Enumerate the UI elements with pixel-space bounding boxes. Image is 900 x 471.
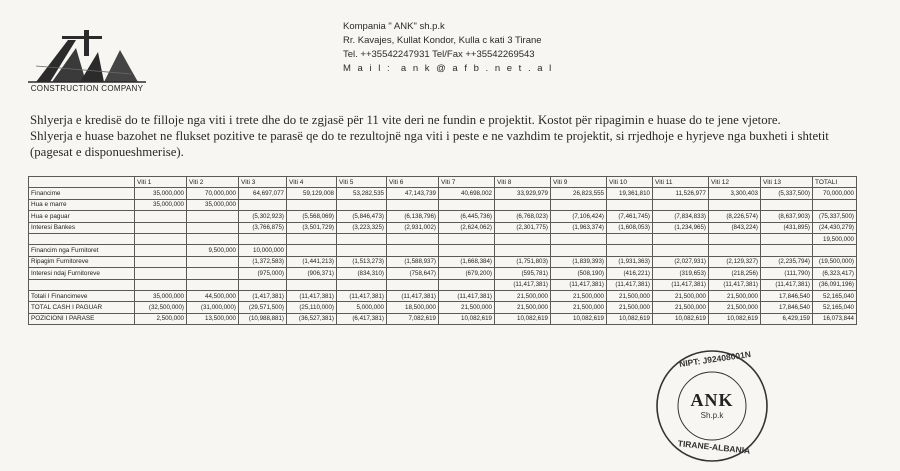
table-cell: (36,091,196) xyxy=(813,279,857,290)
header-year: Viti 8 xyxy=(495,177,551,188)
table-cell xyxy=(287,199,337,210)
company-logo xyxy=(22,30,152,94)
row-label: TOTAL CASH I PAGUAR xyxy=(29,302,135,313)
mail-label: M a i l : xyxy=(343,63,392,74)
row-label: Hua e paguar xyxy=(29,211,135,222)
table-cell: (6,138,796) xyxy=(387,211,439,222)
table-cell xyxy=(135,233,187,244)
table-cell xyxy=(761,199,813,210)
table-cell: (7,106,424) xyxy=(551,211,607,222)
table-cell: 17,846,540 xyxy=(761,302,813,313)
table-cell xyxy=(607,199,653,210)
table-cell: (31,000,000) xyxy=(187,302,239,313)
table-cell: 10,082,619 xyxy=(653,313,709,324)
table-cell: (29,571,500) xyxy=(239,302,287,313)
table-cell: (679,200) xyxy=(439,268,495,279)
table-cell: (5,846,473) xyxy=(337,211,387,222)
table-cell: (975,000) xyxy=(239,268,287,279)
table-cell: 10,082,619 xyxy=(495,313,551,324)
table-cell: (6,445,736) xyxy=(439,211,495,222)
table-cell xyxy=(495,233,551,244)
table-cell: (11,417,381) xyxy=(653,279,709,290)
table-cell: (3,766,875) xyxy=(239,222,287,233)
row-label: Ripagim Furnitoreve xyxy=(29,256,135,267)
company-phones: Tel. ++35542247931 Tel/Fax ++35542269543 xyxy=(343,49,535,60)
table-cell xyxy=(135,279,187,290)
table-cell xyxy=(135,256,187,267)
table-cell xyxy=(709,199,761,210)
table-cell: 10,082,619 xyxy=(607,313,653,324)
table-cell: 10,000,000 xyxy=(239,245,287,256)
table-cell xyxy=(287,279,337,290)
table-cell xyxy=(653,245,709,256)
table-cell xyxy=(495,199,551,210)
table-cell xyxy=(187,256,239,267)
table-row xyxy=(29,211,857,222)
table-cell: 21,500,000 xyxy=(551,290,607,301)
table-cell xyxy=(653,233,709,244)
row-label: Totali I Financimeve xyxy=(29,290,135,301)
table-cell: (10,988,881) xyxy=(239,313,287,324)
header-year: Viti 1 xyxy=(135,177,187,188)
table-row xyxy=(29,279,857,290)
row-label: Interesi ndaj Furnitoreve xyxy=(29,268,135,279)
table-cell: 52,165,040 xyxy=(813,302,857,313)
table-cell xyxy=(387,199,439,210)
row-label: Interesi Bankes xyxy=(29,222,135,233)
table-cell: (508,190) xyxy=(551,268,607,279)
table-row xyxy=(29,233,857,244)
table-cell: (11,417,381) xyxy=(337,290,387,301)
table-row xyxy=(29,188,857,199)
row-label: Financime xyxy=(29,188,135,199)
table-cell: 7,082,619 xyxy=(387,313,439,324)
table-cell xyxy=(187,233,239,244)
financing-table xyxy=(28,176,857,325)
table-cell: (6,768,023) xyxy=(495,211,551,222)
table-row xyxy=(29,245,857,256)
logo-subtitle: CONSTRUCTION COMPANY xyxy=(30,84,144,93)
table-cell: (11,417,381) xyxy=(439,290,495,301)
table-cell: (431,895) xyxy=(761,222,813,233)
table-cell: (834,310) xyxy=(337,268,387,279)
table-row xyxy=(29,222,857,233)
table-cell: (2,027,931) xyxy=(653,256,709,267)
table-cell xyxy=(239,279,287,290)
table-cell: (5,568,069) xyxy=(287,211,337,222)
table-cell: 6,429,159 xyxy=(761,313,813,324)
table-cell: 19,500,000 xyxy=(813,233,857,244)
table-cell xyxy=(387,279,439,290)
table-cell: 21,500,000 xyxy=(495,302,551,313)
table-cell xyxy=(607,233,653,244)
table-cell: (1,931,363) xyxy=(607,256,653,267)
table-cell: 35,000,000 xyxy=(135,188,187,199)
table-cell: 35,000,000 xyxy=(135,199,187,210)
header-year: Viti 11 xyxy=(653,177,709,188)
table-cell: 47,143,739 xyxy=(387,188,439,199)
table-header-row xyxy=(29,177,857,188)
company-mail xyxy=(343,62,553,76)
table-cell: (2,301,775) xyxy=(495,222,551,233)
header-year: TOTALI xyxy=(813,177,857,188)
table-cell: 33,929,979 xyxy=(495,188,551,199)
table-cell: (7,461,745) xyxy=(607,211,653,222)
table-cell: (1,441,213) xyxy=(287,256,337,267)
header-year: Viti 13 xyxy=(761,177,813,188)
header-year: Viti 10 xyxy=(607,177,653,188)
table-cell: (75,337,500) xyxy=(813,211,857,222)
table-cell: 59,129,008 xyxy=(287,188,337,199)
table-cell: (319,653) xyxy=(653,268,709,279)
table-cell: 21,500,000 xyxy=(607,290,653,301)
table-cell: (11,417,381) xyxy=(495,279,551,290)
table-cell xyxy=(239,233,287,244)
table-cell xyxy=(439,233,495,244)
table-cell xyxy=(337,199,387,210)
table-cell xyxy=(551,199,607,210)
table-cell xyxy=(387,233,439,244)
table-cell: (843,224) xyxy=(709,222,761,233)
table-cell xyxy=(135,211,187,222)
table-cell xyxy=(337,233,387,244)
table-row xyxy=(29,313,857,324)
table-cell: (1,668,384) xyxy=(439,256,495,267)
table-cell: 21,500,000 xyxy=(607,302,653,313)
header-year: Viti 4 xyxy=(287,177,337,188)
table-cell: 21,500,000 xyxy=(709,290,761,301)
table-cell: 44,500,000 xyxy=(187,290,239,301)
table-cell: (11,417,381) xyxy=(709,279,761,290)
table-cell: (1,372,583) xyxy=(239,256,287,267)
table-cell: (11,417,381) xyxy=(551,279,607,290)
table-cell xyxy=(135,222,187,233)
header-year: Viti 12 xyxy=(709,177,761,188)
table-cell: 64,697,077 xyxy=(239,188,287,199)
table-cell xyxy=(607,245,653,256)
table-cell: 53,282,535 xyxy=(337,188,387,199)
table-cell: (111,790) xyxy=(761,268,813,279)
table-cell: 21,500,000 xyxy=(653,290,709,301)
table-cell: (2,129,327) xyxy=(709,256,761,267)
table-cell: 21,500,000 xyxy=(495,290,551,301)
table-cell: (8,637,903) xyxy=(761,211,813,222)
table-cell: (1,417,381) xyxy=(239,290,287,301)
table-cell: (1,513,273) xyxy=(337,256,387,267)
table-cell: 10,082,619 xyxy=(709,313,761,324)
table-cell xyxy=(813,245,857,256)
table-cell: 26,823,555 xyxy=(551,188,607,199)
table-cell xyxy=(439,245,495,256)
table-cell xyxy=(551,245,607,256)
table-cell: 9,500,000 xyxy=(187,245,239,256)
table-cell xyxy=(287,245,337,256)
table-cell: 13,500,000 xyxy=(187,313,239,324)
table-cell xyxy=(387,245,439,256)
row-label: Hua e marre xyxy=(29,199,135,210)
table-cell: (595,781) xyxy=(495,268,551,279)
table-cell xyxy=(439,199,495,210)
table-cell: 18,500,000 xyxy=(387,302,439,313)
table-cell xyxy=(239,199,287,210)
table-cell: (1,608,053) xyxy=(607,222,653,233)
table-cell xyxy=(709,245,761,256)
table-cell: (2,235,794) xyxy=(761,256,813,267)
table-cell: (1,963,374) xyxy=(551,222,607,233)
table-cell: (2,624,062) xyxy=(439,222,495,233)
intro-line-2: Shlyerja e huase bazohet ne flukset pozitive te parasë qe do te rezultojnë nga viti i peste e ne vazhdim te projektit, si rrjedhoje e hyrjeve nga buxheti i shtetit (pagesat e disponueshmerise). xyxy=(30,129,829,159)
table-cell: (1,751,803) xyxy=(495,256,551,267)
table-cell: 5,000,000 xyxy=(337,302,387,313)
intro-line-1: Shlyerja e kredisë do te filloje nga viti i trete dhe do te zgjasë për 11 vite deri ne fundin e projektit. Kostot për ripagimin e huase do te jene vjetore. xyxy=(30,113,781,127)
header-year: Viti 9 xyxy=(551,177,607,188)
table-cell: 40,698,002 xyxy=(439,188,495,199)
intro-text xyxy=(30,112,870,160)
table-cell xyxy=(813,199,857,210)
table-cell: 35,000,000 xyxy=(135,290,187,301)
table-cell xyxy=(135,268,187,279)
table-cell: (758,647) xyxy=(387,268,439,279)
table-cell xyxy=(337,245,387,256)
table-cell: 3,300,403 xyxy=(709,188,761,199)
table-cell: 17,846,540 xyxy=(761,290,813,301)
table-cell xyxy=(653,199,709,210)
table-cell: (11,417,381) xyxy=(761,279,813,290)
table-cell: (6,417,381) xyxy=(337,313,387,324)
table-cell: 2,500,000 xyxy=(135,313,187,324)
table-cell: 10,082,619 xyxy=(551,313,607,324)
row-label: Financim nga Furnitoret xyxy=(29,245,135,256)
table-cell: (8,226,574) xyxy=(709,211,761,222)
mail-address: a n k @ a f b . n e t . a l xyxy=(400,63,554,74)
table-cell: 70,000,000 xyxy=(813,188,857,199)
table-cell: 10,082,619 xyxy=(439,313,495,324)
table-cell xyxy=(709,233,761,244)
table-cell: 21,500,000 xyxy=(709,302,761,313)
table-cell: (2,931,002) xyxy=(387,222,439,233)
company-address: Rr. Kavajes, Kullat Kondor, Kulla c kati 3 Tirane xyxy=(343,35,542,46)
table-cell: (7,834,833) xyxy=(653,211,709,222)
table-cell: (1,839,393) xyxy=(551,256,607,267)
stamp-name: ANK xyxy=(690,390,734,410)
table-cell xyxy=(551,233,607,244)
table-cell: (3,501,729) xyxy=(287,222,337,233)
table-cell: 11,526,977 xyxy=(653,188,709,199)
table-cell xyxy=(135,245,187,256)
table-row xyxy=(29,256,857,267)
table-cell xyxy=(761,233,813,244)
table-cell: 19,361,810 xyxy=(607,188,653,199)
company-stamp xyxy=(652,346,772,466)
row-label xyxy=(29,233,135,244)
header-year: Viti 6 xyxy=(387,177,439,188)
table-cell xyxy=(439,279,495,290)
table-cell: (11,417,381) xyxy=(607,279,653,290)
header-year: Viti 2 xyxy=(187,177,239,188)
header-year: Viti 7 xyxy=(439,177,495,188)
table-row xyxy=(29,199,857,210)
stamp-nipt: NIPT: J92408001N xyxy=(678,349,752,369)
table-cell xyxy=(187,279,239,290)
row-label xyxy=(29,279,135,290)
table-cell xyxy=(337,279,387,290)
table-cell: (25,110,000) xyxy=(287,302,337,313)
table-cell: (6,323,417) xyxy=(813,268,857,279)
table-cell: (11,417,381) xyxy=(287,290,337,301)
table-cell: (19,500,000) xyxy=(813,256,857,267)
table-cell: 70,000,000 xyxy=(187,188,239,199)
table-cell: 21,500,000 xyxy=(653,302,709,313)
header-label xyxy=(29,177,135,188)
table-cell: 16,073,844 xyxy=(813,313,857,324)
table-cell: (1,588,937) xyxy=(387,256,439,267)
table-cell: (1,234,965) xyxy=(653,222,709,233)
table-row xyxy=(29,302,857,313)
table-cell: (906,371) xyxy=(287,268,337,279)
stamp-sub: Sh.p.k xyxy=(700,411,724,420)
table-cell: (32,500,000) xyxy=(135,302,187,313)
table-row xyxy=(29,290,857,301)
table-cell: (5,302,923) xyxy=(239,211,287,222)
table-cell: (416,221) xyxy=(607,268,653,279)
table-cell: (5,337,500) xyxy=(761,188,813,199)
construction-crane-icon xyxy=(22,30,152,86)
table-cell: 21,500,000 xyxy=(439,302,495,313)
table-cell: (218,256) xyxy=(709,268,761,279)
table-cell xyxy=(187,211,239,222)
table-cell: 52,165,040 xyxy=(813,290,857,301)
table-cell xyxy=(287,233,337,244)
row-label: POZICIONI I PARASE xyxy=(29,313,135,324)
table-cell: (3,223,325) xyxy=(337,222,387,233)
table-cell: (11,417,381) xyxy=(387,290,439,301)
table-cell xyxy=(187,268,239,279)
header-year: Viti 5 xyxy=(337,177,387,188)
table-cell xyxy=(761,245,813,256)
table-cell xyxy=(187,222,239,233)
header-year: Viti 3 xyxy=(239,177,287,188)
table-row xyxy=(29,268,857,279)
company-name: Kompania " ANK" sh.p.k xyxy=(343,21,445,32)
table-cell: 21,500,000 xyxy=(551,302,607,313)
table-cell: 35,000,000 xyxy=(187,199,239,210)
table-cell: (24,430,279) xyxy=(813,222,857,233)
company-header xyxy=(343,20,553,76)
table-cell xyxy=(495,245,551,256)
table-cell: (36,527,381) xyxy=(287,313,337,324)
stamp-location: TIRANE-ALBANIA xyxy=(677,438,751,456)
